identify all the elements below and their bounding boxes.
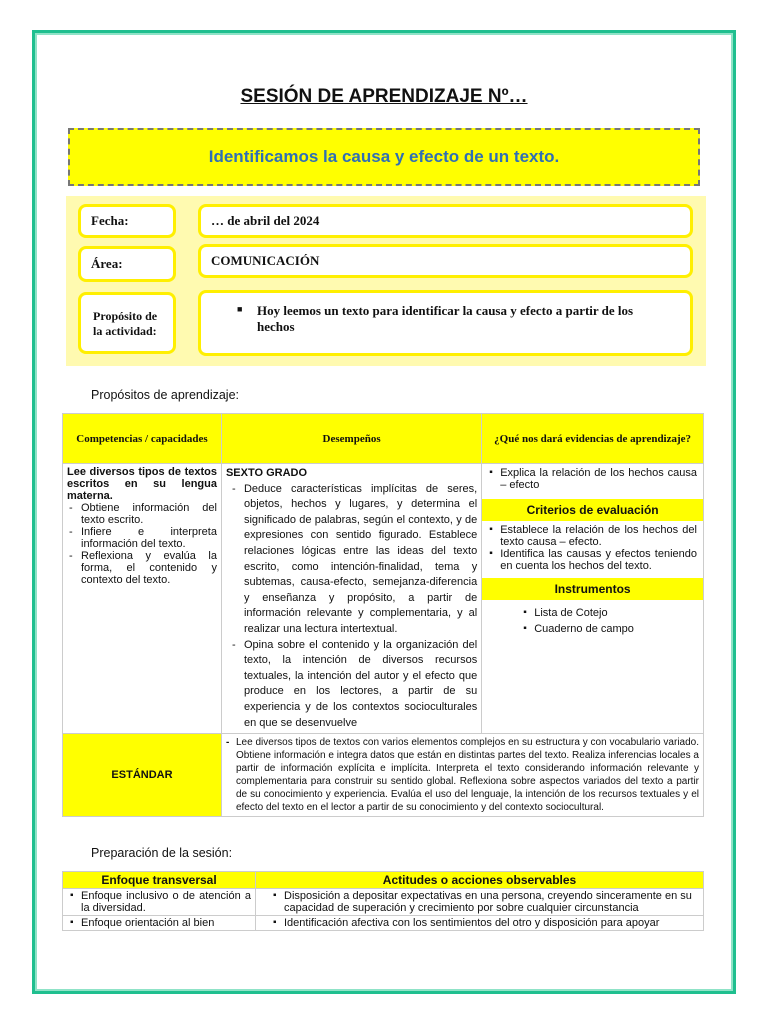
enfoque-table <box>62 871 704 931</box>
enfoque-cell <box>63 916 256 931</box>
actitud-cell <box>256 916 704 931</box>
criterios-title: Criterios de evaluación <box>482 499 703 521</box>
area-value: COMUNICACIÓN <box>198 244 693 278</box>
fecha-label: Fecha: <box>78 204 176 238</box>
learning-table <box>62 413 704 817</box>
desempeno-item: - Deduce características implícitas de seres, objetos, hechos y lugares, y determina el significado de palabras, según el contexto, y de expresiones con sentido figurado. Establece relaciones lógicas entre las ideas del texto escrito, como intención-finalidad, tema y subtemas, causa-efecto, semejanza-diferencia y enseñanza y propósito, a partir de información relevante y complementaria, y al realizar una lectura intertextual. <box>242 482 477 638</box>
capacidad-item: - Infiere e interpreta información del texto. <box>79 526 217 550</box>
evidencia-item: ▪ Explica la relación de los hechos causa – efecto <box>500 467 697 491</box>
proposito-value: Hoy leemos un texto para identificar la causa y efecto a partir de los hechos <box>257 303 634 334</box>
header-evidencias: ¿Qué nos dará evidencias de aprendizaje? <box>482 414 704 464</box>
desempeno-item: - Opina sobre el contenido y la organización del texto, la intención de diversos recursos textuales, la intención del autor y el efecto que produce en los lectores, a partir de su experiencia y de los contextos socioculturales en que se desenvuelve <box>242 638 477 732</box>
capacidad-item: - Reflexiona y evalúa la forma, el contenido y contexto del texto. <box>79 550 217 586</box>
actitud-cell <box>256 889 704 916</box>
page-title: SESIÓN DE APRENDIZAJE Nº… <box>240 86 528 107</box>
competencia-text: Lee diversos tipos de textos escritos en su lengua materna. <box>67 466 217 502</box>
proposito-value-box <box>198 290 693 356</box>
capacidad-item: - Obtiene información del texto escrito. <box>79 502 217 526</box>
actitud-item: ▪ Disposición a depositar expectativas en una persona, creyendo sinceramente en su capacidad de superación y crecimiento por sobre cualquier circunstancia <box>284 890 699 914</box>
instrumento-item: ▪ Lista de Cotejo <box>534 605 697 621</box>
enfoque-item: ▪ Enfoque inclusivo o de atención a la diversidad. <box>81 890 251 914</box>
area-label: Área: <box>78 246 176 282</box>
bullet-icon: ■ <box>237 304 243 314</box>
estandar-text: Lee diversos tipos de textos con varios elementos complejos en su estructura y con vocabulario variado. Obtiene información e integra datos que están en distintas partes del texto. Realiza inferencias locales a partir de información explícita e implícita. Interpreta el texto considerando información relevante y complementaria para construir su sentido global. Reflexiona sobre aspectos variados del texto a partir de su conocimiento y experiencia. Evalúa el uso del lenguaje, la intención de los recursos textuales y el efecto del texto en el lector a partir de su conocimiento y del contexto sociocultural. <box>235 737 699 814</box>
instrumentos-title: Instrumentos <box>482 578 703 600</box>
estandar-label: ESTÁNDAR <box>63 734 222 817</box>
session-banner: Identificamos la causa y efecto de un texto. <box>68 128 700 186</box>
header-competencias: Competencias / capacidades <box>63 414 222 464</box>
estandar-cell <box>221 734 703 817</box>
competencias-cell <box>63 464 222 734</box>
dash-marker: - <box>225 737 230 749</box>
grado-label: SEXTO GRADO <box>225 467 308 479</box>
header-enfoque: Enfoque transversal <box>63 872 256 889</box>
desempenos-cell <box>221 464 481 734</box>
header-desempenos: Desempeños <box>221 414 481 464</box>
instrumento-item: ▪ Cuaderno de campo <box>534 621 697 637</box>
actitud-item: ▪ Identificación afectiva con los sentimientos del otro y disposición para apoyar <box>284 917 699 929</box>
proposito-label: Propósito de la actividad: <box>78 292 176 354</box>
enfoque-cell <box>63 889 256 916</box>
criterio-item: ▪ Identifica las causas y efectos teniendo en cuenta los hechos del texto. <box>500 548 697 572</box>
evidencias-cell <box>482 464 704 734</box>
propositos-heading: Propósitos de aprendizaje: <box>91 388 240 402</box>
info-panel <box>66 196 706 366</box>
header-actitudes: Actitudes o acciones observables <box>256 872 704 889</box>
criterio-item: ▪ Establece la relación de los hechos del texto causa – efecto. <box>500 524 697 548</box>
fecha-value: … de abril del 2024 <box>198 204 693 238</box>
preparacion-heading: Preparación de la sesión: <box>91 846 233 860</box>
enfoque-item: ▪ Enfoque orientación al bien <box>81 917 251 929</box>
